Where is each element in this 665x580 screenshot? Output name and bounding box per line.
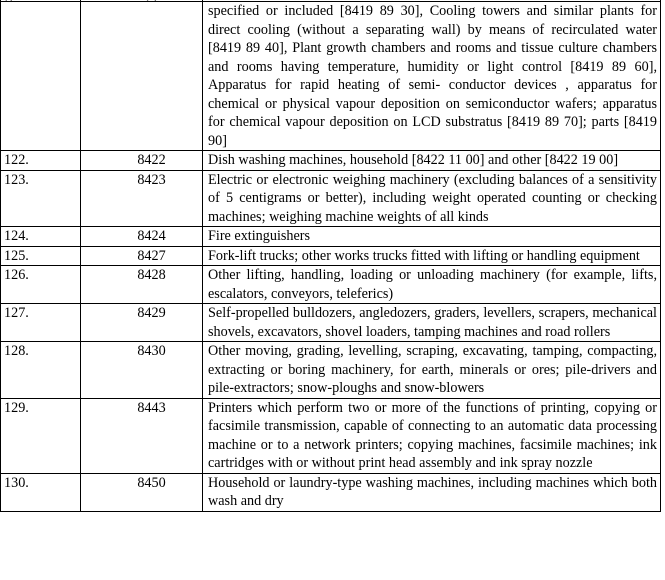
serial-number: 125.	[1, 246, 81, 266]
serial-number: 127.	[1, 304, 81, 342]
heading-code: 8423	[81, 170, 203, 227]
goods-description: Self-propelled bulldozers, angledozers, graders, levellers, scrapers, mechanical shovels, excavators, shovel loaders, tamping machines and road rollers	[203, 304, 661, 342]
goods-description: Dish washing machines, household [8422 11 00] and other [8422 19 00]	[203, 151, 661, 171]
serial-number: 123.	[1, 170, 81, 227]
heading-code	[81, 2, 203, 151]
goods-description: Fire extinguishers	[203, 227, 661, 247]
goods-description: Other lifting, handling, loading or unloading machinery (for example, lifts, escalators, conveyors, teleferics)	[203, 266, 661, 304]
heading-code: 8428	[81, 266, 203, 304]
table-row	[1, 246, 661, 266]
table-row	[1, 342, 661, 399]
table-row	[1, 227, 661, 247]
heading-code: 8422	[81, 151, 203, 171]
serial-number: 129.	[1, 398, 81, 473]
serial-number	[1, 2, 81, 151]
serial-number: 130.	[1, 473, 81, 511]
table-row	[1, 304, 661, 342]
heading-code: 8424	[81, 227, 203, 247]
goods-description: specified or included [8419 89 30], Cooling towers and similar plants for direct cooling (without a separating wall) by means of recirculated water [8419 89 40], Plant growth chambers and rooms and tissue culture chambers and rooms having temperature, humidity or light control [8419 89 60], Apparatus for rapid heating of semi- conductor devices , apparatus for chemical or physical vapour deposition on semiconductor wafers; apparatus for chemical vapour deposition on LCD substratus [8419 89 70]; parts [8419 90]	[203, 2, 661, 151]
table-row	[1, 151, 661, 171]
serial-number: 122.	[1, 151, 81, 171]
table-row	[1, 473, 661, 511]
heading-code: 8427	[81, 246, 203, 266]
table-row	[1, 170, 661, 227]
table-row	[1, 266, 661, 304]
serial-number: 126.	[1, 266, 81, 304]
heading-code: 8429	[81, 304, 203, 342]
table-row	[1, 2, 661, 151]
serial-number: 124.	[1, 227, 81, 247]
goods-description: Household or laundry-type washing machines, including machines which both wash and dry	[203, 473, 661, 511]
goods-description: Electric or electronic weighing machinery (excluding balances of a sensitivity of 5 centigrams or better), including weight operated counting or checking machines; weighing machine weights of all kinds	[203, 170, 661, 227]
serial-number: 128.	[1, 342, 81, 399]
table-row	[1, 398, 661, 473]
goods-description: Fork-lift trucks; other works trucks fitted with lifting or handling equipment	[203, 246, 661, 266]
heading-code: 8450	[81, 473, 203, 511]
goods-description: Other moving, grading, levelling, scraping, excavating, tamping, compacting, extracting or boring machinery, for earth, minerals or ores; pile-drivers and pile-extractors; snow-ploughs and snow-blowers	[203, 342, 661, 399]
heading-code: 8443	[81, 398, 203, 473]
heading-code: 8430	[81, 342, 203, 399]
goods-description: Printers which perform two or more of the functions of printing, copying or facsimile transmission, capable of connecting to an automatic data processing machine or to a network printers; copying machines, facsimile machines; ink cartridges with or without print head assembly and ink spray nozzle	[203, 398, 661, 473]
